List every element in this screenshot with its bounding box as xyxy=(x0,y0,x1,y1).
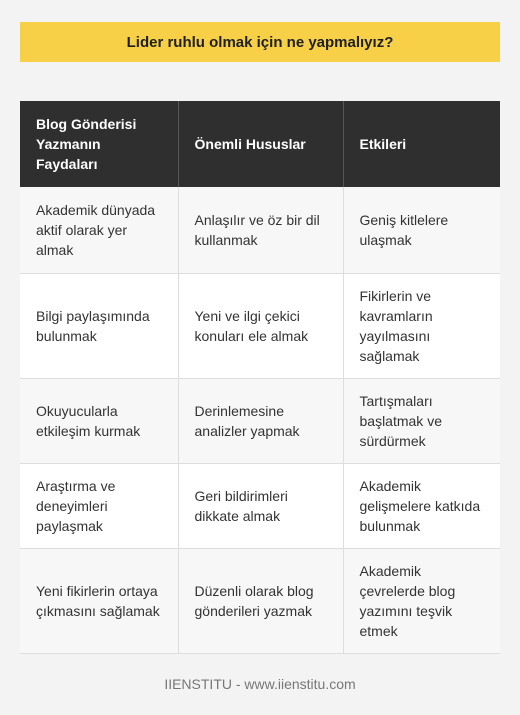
info-table xyxy=(20,101,500,654)
table-cell: Akademik dünyada aktif olarak yer almak xyxy=(20,187,178,273)
table-cell: Akademik çevrelerde blog yazımını teşvik etmek xyxy=(343,548,500,653)
table-cell: Bilgi paylaşımında bulunmak xyxy=(20,273,178,378)
table-cell: Anlaşılır ve öz bir dil kullanmak xyxy=(178,187,343,273)
column-header-effects: Etkileri xyxy=(343,101,500,187)
table-cell: Geniş kitlelere ulaşmak xyxy=(343,187,500,273)
table-cell: Okuyucularla etkileşim kurmak xyxy=(20,378,178,463)
table-row xyxy=(20,463,500,548)
column-header-benefits: Blog Gönderisi Yazmanın Faydaları xyxy=(20,101,178,187)
page-title: Lider ruhlu olmak için ne yapmalıyız? xyxy=(126,33,394,51)
footer-credit: IIENSTITU - www.iienstitu.com xyxy=(164,676,356,692)
table-header-row xyxy=(20,101,500,187)
table-cell: Akademik gelişmelere katkıda bulunmak xyxy=(343,463,500,548)
column-header-considerations: Önemli Hususlar xyxy=(178,101,343,187)
table-cell: Geri bildirimleri dikkate almak xyxy=(178,463,343,548)
title-banner xyxy=(20,22,500,62)
table-row xyxy=(20,187,500,273)
table-row xyxy=(20,273,500,378)
table-cell: Araştırma ve deneyimleri paylaşmak xyxy=(20,463,178,548)
table-cell: Düzenli olarak blog gönderileri yazmak xyxy=(178,548,343,653)
table-cell: Fikirlerin ve kavramların yayılmasını sağlamak xyxy=(343,273,500,378)
table-row xyxy=(20,378,500,463)
table-cell: Yeni fikirlerin ortaya çıkmasını sağlamak xyxy=(20,548,178,653)
table-cell: Derinlemesine analizler yapmak xyxy=(178,378,343,463)
table-cell: Tartışmaları başlatmak ve sürdürmek xyxy=(343,378,500,463)
table-cell: Yeni ve ilgi çekici konuları ele almak xyxy=(178,273,343,378)
table-row xyxy=(20,548,500,653)
